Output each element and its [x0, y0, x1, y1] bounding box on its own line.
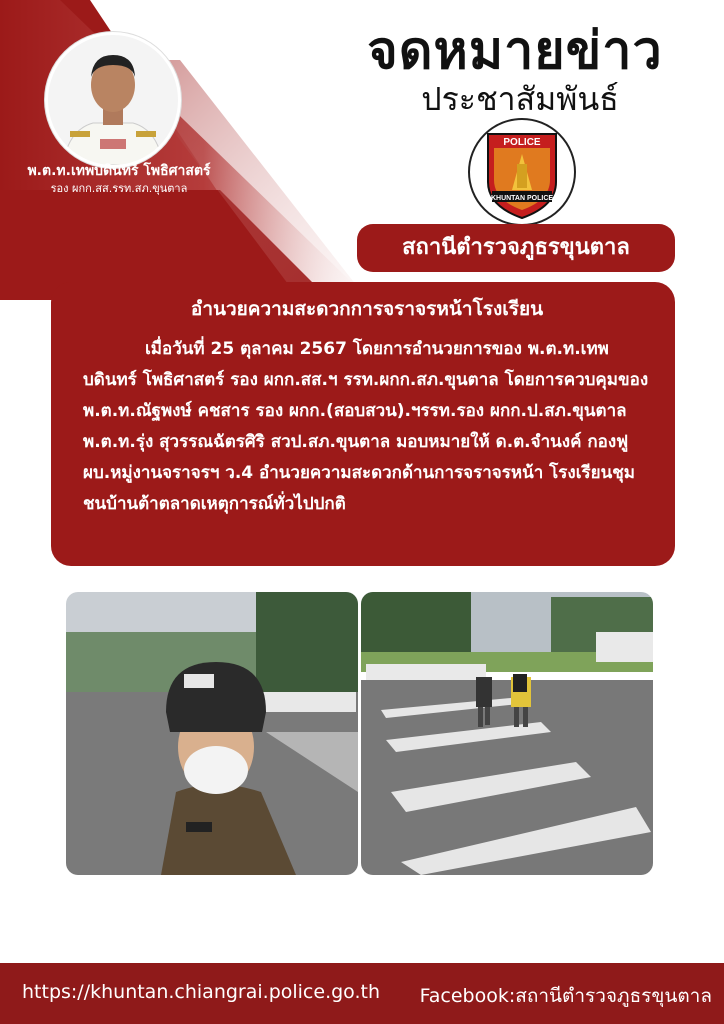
newsletter-subtitle: ประชาสัมพันธ์: [421, 80, 619, 118]
website-link[interactable]: https://khuntan.chiangrai.police.go.th: [22, 981, 380, 1003]
news-box: [51, 282, 675, 566]
photo-crosswalk-students: [361, 592, 653, 875]
photo-officer-selfie: [66, 592, 358, 875]
news-headline: อำนวยความสะดวกการจราจรหน้าโรงเรียน: [190, 298, 544, 320]
footer-bar: [0, 963, 724, 1024]
officer-position: รอง ผกก.สส.รรท.สภ.ขุนตาล: [50, 182, 188, 195]
news-body: เมื่อวันที่ 25 ตุลาคม 2567 โดยการอำนวยการของ พ.ต.ท.เทพบดินทร์ โพธิศาสตร์ รอง ผกก.สส.ฯ รรท.ผกก.สภ.ขุนตาล โดยการควบคุมของ พ.ต.ท.ณัฐพงษ์ คชสาร รอง ผกก.(สอบสวน).ฯรรท.รอง ผกก.ป.สภ.ขุนตาล พ.ต.ท.รุ่ง สุวรรณฉัตรศิริ สวป.สภ.ขุนตาล มอบหมายให้ ด.ต.จำนงค์ กองฟู ผบ.หมู่งานจราจรฯ ว.4 อำนวยความสะดวกด้านการจราจรหน้า โรงเรียนชุมชนบ้านต้าตลาดเหตุการณ์ทั่วไปปกติ: [83, 339, 649, 514]
officer-name: พ.ต.ท.เทพบดินทร์ โพธิศาสตร์: [27, 163, 211, 179]
police-badge-logo: [468, 118, 576, 226]
station-name-label: สถานีตำรวจภูธรขุนตาล: [357, 224, 675, 272]
badge-top-text: POLICE: [503, 137, 541, 148]
facebook-link[interactable]: Facebook:สถานีตำรวจภูธรขุนตาล: [419, 985, 712, 1007]
badge-bottom-text: KHUNTAN POLICE: [490, 195, 554, 202]
newsletter-title: จดหมายข่าว: [367, 21, 663, 81]
officer-avatar: [45, 32, 181, 168]
